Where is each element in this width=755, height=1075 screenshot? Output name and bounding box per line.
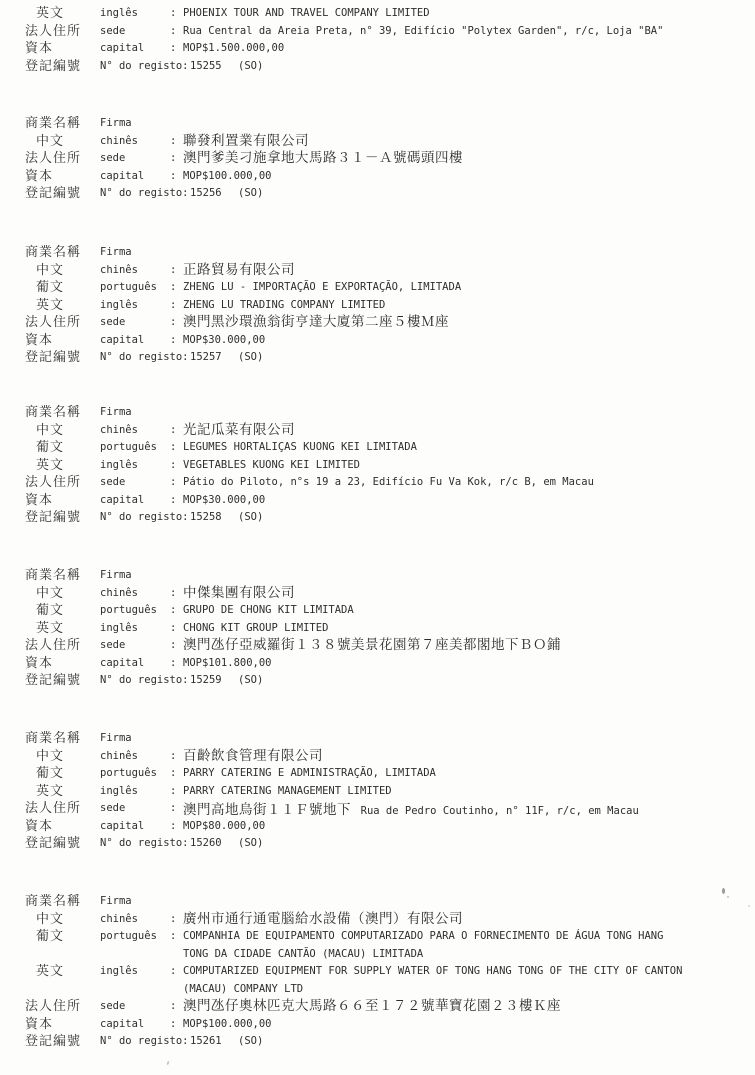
field-value-english-name: ZHENG LU TRADING COMPANY LIMITED [183,298,386,311]
field-value-chinese-name: 聯發利置業有限公司 [183,132,309,149]
company-record [0,404,755,527]
field-row-registo [0,1033,755,1051]
field-colon: : [170,656,177,669]
field-label-zh: 資本 [25,492,54,508]
field-value-address: 澳門爹美刁施拿地大馬路３１－Ａ號碼頭四樓 [183,150,463,166]
field-label-pt: capital [100,333,145,346]
field-value-english-name: PARRY CATERING MANAGEMENT LIMITED [183,784,392,797]
field-label-pt: chinês [100,134,138,147]
field-label-pt: chinês [100,912,138,925]
field-label-zh: 法人住所 [25,151,82,166]
field-colon: : [170,298,177,311]
field-row-english-continuation [0,981,755,999]
company-record [0,730,755,853]
field-colon: : [170,802,177,814]
field-value-chinese-name: 正路貿易有限公司 [183,261,295,278]
field-value-address: 澳門黑沙環漁翁街亨達大廈第二座５樓Ｍ座 [183,314,449,330]
field-label-pt: N° do registo: [100,1035,189,1047]
field-row-capital [0,40,755,58]
field-row-english [0,620,755,638]
field-row-portuguese [0,602,755,620]
field-row-portuguese [0,765,755,783]
field-label-zh: 英文 [36,297,65,313]
field-value-portuguese-name: PARRY CATERING E ADMINISTRAÇÃO, LIMITADA [183,767,436,779]
field-row-portuguese [0,279,755,297]
field-row-firma-header [0,115,755,133]
field-value-capital: MOP$101.800,00 [183,656,272,669]
field-label-zh: 英文 [36,620,65,636]
field-label-zh: 法人住所 [25,23,82,39]
field-value-registo-number: 15256 [190,187,222,199]
field-colon: : [170,316,177,328]
field-label-pt: N° do registo: [100,59,189,72]
field-value-registo-suffix: (SO) [238,59,264,72]
field-colon: : [170,24,177,37]
field-label-zh: 法人住所 [25,638,82,653]
field-value-registo-suffix: (SO) [238,837,264,849]
field-colon: : [170,263,177,276]
field-label-zh: 資本 [25,168,54,184]
field-label-pt: capital [100,493,145,506]
company-record [0,893,755,1051]
field-label-zh: 資本 [25,332,54,348]
field-label-pt: chinês [100,423,138,436]
company-record [0,567,755,690]
field-value-english-name: VEGETABLES KUONG KEI LIMITED [183,458,361,471]
field-label-zh: 資本 [25,1016,54,1032]
field-value-address: 澳門氹仔奧林匹克大馬路６６至１７２號華寶花園２３樓Ｋ座 [183,998,561,1014]
field-label-pt: Firma [100,732,132,744]
field-row-registo [0,349,755,367]
field-label-pt: capital [100,42,145,54]
field-label-pt: Firma [100,406,132,418]
field-label-zh: 資本 [25,41,54,56]
field-label-pt: N° do registo: [100,187,189,199]
field-label-zh: 中文 [36,585,65,601]
field-row-chinese [0,911,755,929]
field-value-registo-suffix: (SO) [238,511,264,523]
field-colon: : [170,169,177,182]
field-label-pt: inglês [100,784,138,797]
field-label-zh: 資本 [25,655,54,671]
field-row-registo [0,58,755,76]
field-label-pt: português [100,281,157,293]
field-row-english [0,5,755,23]
field-label-pt: inglês [100,621,138,634]
scan-speckle [727,896,729,898]
field-colon: : [170,749,177,762]
field-value-chinese-name: 百齡飲食管理有限公司 [183,747,323,764]
field-row-capital [0,492,755,510]
field-value-address: Pátio do Piloto, n°s 19 a 23, Edifício Fu Va Kok, r/c B, em Macau [183,476,594,488]
field-value-portuguese-name: LEGUMES HORTALIÇAS KUONG KEI LIMITADA [183,441,417,453]
field-label-pt: N° do registo: [100,674,189,686]
field-label-zh: 法人住所 [25,999,82,1014]
field-value-english-name-line2: (MACAU) COMPANY LTD [183,982,304,995]
field-row-registo [0,835,755,853]
field-colon: : [170,586,177,599]
field-row-sede [0,637,755,655]
address-latin-part: Rua de Pedro Coutinho, n° 11F, r/c, em Macau [360,805,639,817]
field-colon: : [170,281,177,293]
field-value-english-name: PHOENIX TOUR AND TRAVEL COMPANY LIMITED [183,7,430,19]
field-label-zh: 法人住所 [25,315,82,330]
field-colon: : [170,621,177,634]
field-colon: : [170,930,177,942]
field-row-sede [0,23,755,41]
field-row-capital [0,168,755,186]
field-row-portuguese [0,439,755,457]
field-label-pt: capital [100,819,145,832]
field-label-zh: 中文 [36,422,65,438]
field-label-pt: Firma [100,117,132,129]
field-label-zh: 英文 [36,457,65,473]
field-label-zh: 登記編號 [25,836,82,851]
field-colon: : [170,476,177,488]
field-label-pt: sede [100,316,126,328]
field-label-pt: português [100,441,157,453]
field-value-capital: MOP$30.000,00 [183,493,266,506]
field-colon: : [170,493,177,506]
field-colon: : [170,1017,177,1030]
field-value-registo-number: 15259 [190,674,222,686]
field-colon: : [170,604,177,616]
field-colon: : [170,423,177,436]
field-colon: : [170,639,177,651]
company-record [0,5,755,75]
field-value-registo-number: 15257 [190,351,222,363]
field-label-pt: capital [100,1017,145,1030]
field-label-pt: sede [100,24,126,37]
field-label-pt: chinês [100,586,138,599]
field-label-pt: português [100,604,157,616]
field-colon: : [170,912,177,925]
field-value-english-name: CHONG KIT GROUP LIMITED [183,621,329,634]
field-label-zh: 商業名稱 [25,894,82,909]
field-colon: : [170,134,177,147]
field-label-pt: inglês [100,965,138,977]
field-value-portuguese-name-line2: TONG DA CIDADE CANTÃO (MACAU) LIMITADA [183,947,424,960]
field-label-zh: 法人住所 [25,475,82,490]
field-label-zh: 葡文 [36,603,65,618]
field-label-zh: 葡文 [36,440,65,455]
field-row-chinese [0,262,755,280]
field-row-chinese [0,748,755,766]
field-label-zh: 英文 [36,6,65,21]
field-colon: : [170,333,177,346]
field-row-chinese [0,133,755,151]
field-label-zh: 商業名稱 [25,731,82,746]
field-label-zh: 商業名稱 [25,568,82,583]
field-row-sede [0,150,755,168]
field-label-zh: 商業名稱 [25,405,82,420]
field-row-firma-header [0,730,755,748]
field-value-portuguese-name: GRUPO DE CHONG KIT LIMITADA [183,604,354,616]
field-row-capital [0,818,755,836]
field-value-capital: MOP$1.500.000,00 [183,42,285,54]
field-colon: : [170,965,177,977]
field-row-english [0,963,755,981]
field-row-capital [0,1016,755,1034]
field-value-capital: MOP$80.000,00 [183,819,266,832]
field-value-capital: MOP$100.000,00 [183,1017,272,1030]
field-row-capital [0,332,755,350]
field-label-pt: N° do registo: [100,351,189,363]
field-row-chinese [0,422,755,440]
field-row-english [0,297,755,315]
field-label-zh: 登記編號 [25,673,82,688]
field-label-pt: sede [100,476,126,488]
field-value-registo-suffix: (SO) [238,351,264,363]
field-row-sede [0,314,755,332]
field-row-firma-header [0,244,755,262]
field-row-registo [0,509,755,527]
field-row-firma-header [0,567,755,585]
field-value-capital: MOP$30.000,00 [183,333,266,346]
field-colon: : [170,767,177,779]
scan-speckle [748,905,750,907]
field-value-registo-number: 15261 [190,1035,222,1047]
field-label-zh: 法人住所 [25,801,82,816]
field-value-registo-suffix: (SO) [238,187,264,199]
company-record [0,115,755,203]
field-colon: : [170,7,177,19]
field-colon: : [170,458,177,471]
field-colon: : [170,1000,177,1012]
field-value-registo-number: 15260 [190,837,222,849]
field-row-portuguese-continuation [0,946,755,964]
field-label-zh: 葡文 [36,280,65,295]
field-row-registo [0,672,755,690]
field-value-capital: MOP$100.000,00 [183,169,272,182]
scan-speckle [166,1061,169,1065]
field-label-pt: inglês [100,458,138,471]
field-row-english [0,457,755,475]
field-value-registo-number: 15255 [190,59,222,72]
field-label-zh: 登記編號 [25,350,82,365]
field-row-sede [0,474,755,492]
field-label-zh: 英文 [36,964,65,979]
field-label-pt: chinês [100,263,138,276]
field-colon: : [170,441,177,453]
field-label-zh: 中文 [36,911,65,927]
field-row-english [0,783,755,801]
field-label-zh: 中文 [36,748,65,764]
field-label-pt: inglês [100,7,138,19]
field-label-pt: inglês [100,298,138,311]
field-row-sede [0,998,755,1016]
field-label-pt: Firma [100,895,132,907]
company-record [0,244,755,367]
field-label-zh: 登記編號 [25,510,82,525]
field-label-pt: capital [100,656,145,669]
field-label-pt: Firma [100,246,132,258]
field-label-pt: N° do registo: [100,837,189,849]
field-label-zh: 登記編號 [25,186,82,201]
field-label-pt: sede [100,1000,126,1012]
field-row-sede [0,800,755,818]
field-label-pt: chinês [100,749,138,762]
field-label-zh: 登記編號 [25,1034,82,1049]
field-label-zh: 葡文 [36,766,65,781]
field-value-registo-suffix: (SO) [238,1035,264,1047]
field-colon: : [170,784,177,797]
field-label-zh: 中文 [36,133,65,149]
address-chinese-part: 澳門高地烏街１１Ｆ號地下 [183,802,351,818]
field-label-zh: 英文 [36,783,65,799]
field-row-registo [0,185,755,203]
field-row-chinese [0,585,755,603]
field-label-pt: N° do registo: [100,511,189,523]
field-value-portuguese-name: ZHENG LU - IMPORTAÇÃO E EXPORTAÇÃO, LIMITADA [183,281,462,293]
field-value-english-name-line1: COMPUTARIZED EQUIPMENT FOR SUPPLY WATER OF TONG HANG TONG OF THE CITY OF CANTON [183,965,683,977]
field-label-zh: 商業名稱 [25,116,82,131]
field-row-firma-header [0,893,755,911]
field-label-pt: capital [100,169,145,182]
field-value-portuguese-name-line1: COMPANHIA DE EQUIPAMENTO COMPUTARIZADO PARA O FORNECIMENTO DE ÁGUA TONG HANG [183,930,664,942]
field-colon: : [170,819,177,832]
field-label-pt: sede [100,152,126,164]
field-label-zh: 葡文 [36,929,65,944]
field-value-chinese-name: 光記瓜菜有限公司 [183,421,295,438]
scan-speckle [722,888,725,894]
field-value-registo-number: 15258 [190,511,222,523]
field-label-pt: Firma [100,569,132,581]
field-value-address: 澳門氹仔亞威羅街１３８號美景花園第７座美都閣地下ＢＯ鋪 [183,637,561,653]
field-value-chinese-name: 廣州市通行通電腦給水設備（澳門）有限公司 [183,910,463,927]
field-value-chinese-name: 中傑集團有限公司 [183,584,295,601]
field-label-pt: português [100,767,157,779]
field-label-zh: 登記編號 [25,58,82,74]
field-value-registo-suffix: (SO) [238,674,264,686]
field-colon: : [170,152,177,164]
field-row-portuguese [0,928,755,946]
field-label-pt: português [100,930,157,942]
field-label-zh: 中文 [36,262,65,278]
field-colon: : [170,42,177,54]
field-label-zh: 商業名稱 [25,245,82,260]
field-value-address: Rua Central da Areia Preta, n° 39, Edifício "Polytex Garden", r/c, Loja "BA" [183,24,664,37]
field-label-pt: sede [100,639,126,651]
field-row-capital [0,655,755,673]
field-label-zh: 資本 [25,818,54,834]
field-row-firma-header [0,404,755,422]
field-label-pt: sede [100,802,126,814]
